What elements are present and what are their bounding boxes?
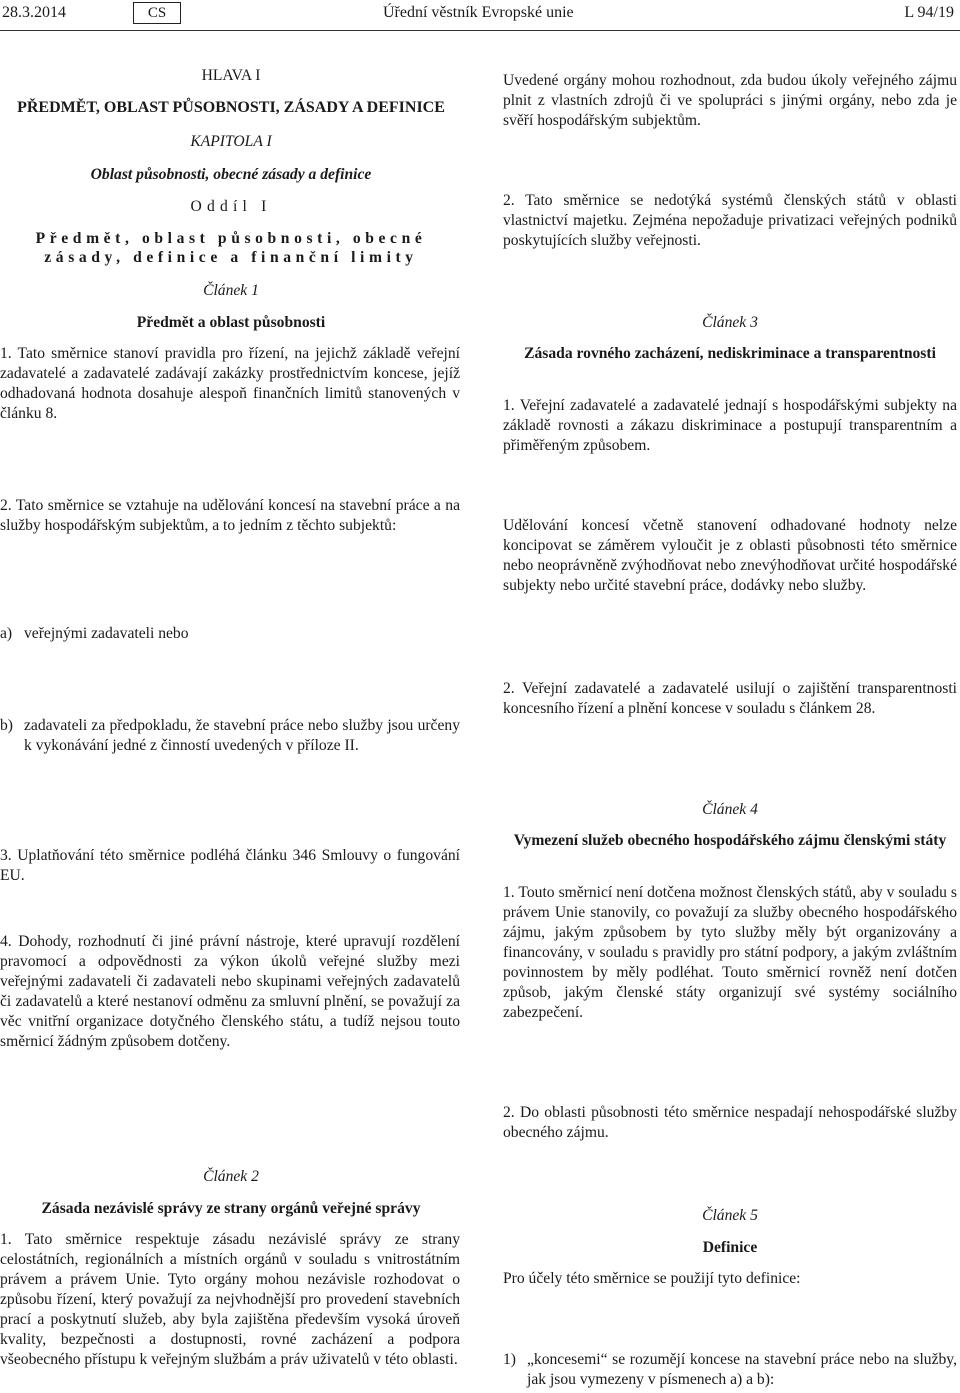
list-item-b-number: b) <box>0 717 13 734</box>
article-1-title: Předmět a oblast působnosti <box>136 314 326 331</box>
header-date: 28.3.2014 <box>2 4 66 21</box>
article-4-paragraph-2: 2. Do oblasti působnosti této směrnice nespadají nehospodářské služby obecného zájmu. <box>503 1104 957 1141</box>
article-3-title: Zásada rovného zacházení, nediskriminace a transparentnosti <box>524 345 936 362</box>
section-heading: Oddíl I <box>190 198 272 215</box>
title-subheading: PŘEDMĚT, OBLAST PŮSOBNOSTI, ZÁSADY A DEFINICE <box>17 99 445 116</box>
article-1-heading: Článek 1 <box>203 282 259 299</box>
title-heading: HLAVA I <box>201 67 261 84</box>
article-1-paragraph-3: 3. Uplatňování této směrnice podléhá článku 346 Smlouvy o fungování EU. <box>0 847 460 884</box>
article-1-paragraph-2: 2. Tato směrnice se vztahuje na udělování koncesí na stavební práce a na služby hospodářským subjektům, a to jedním z těchto subjektů: <box>0 497 460 534</box>
article-2-paragraph-2: 2. Tato směrnice se nedotýká systémů členských států v oblasti vlastnictví majetku. Zejména nepožaduje privatizaci veřejných podniků poskytujících služby veřejnosti. <box>503 192 957 249</box>
chapter-heading: KAPITOLA I <box>190 133 272 150</box>
article-3-heading: Článek 3 <box>702 314 758 331</box>
article-3-paragraph-1b: Udělování koncesí včetně stanovení odhadované hodnoty nelze koncipovat se záměrem vyloučit je z oblasti působnosti této směrnice nebo neoprávněně zvýhodňovat nebo znevýhodňovat určité hospodářské subjekty nebo určité stavební práce, dodávky nebo služby. <box>503 517 957 594</box>
page-header <box>0 4 960 26</box>
definition-item-1 <box>503 1350 957 1390</box>
list-item-b <box>0 716 460 776</box>
definition-item-1-number: 1) <box>503 1351 516 1368</box>
article-2-title: Zásada nezávislé správy ze strany orgánů veřejné správy <box>41 1200 421 1217</box>
header-rule <box>0 30 960 31</box>
list-item-a-text: veřejnými zadavateli nebo <box>24 625 189 642</box>
article-5-intro: Pro účely této směrnice se použijí tyto definice: <box>503 1270 801 1287</box>
article-2-continuation: Uvedené orgány mohou rozhodnout, zda budou úkoly veřejného zájmu plnit z vlastních zdrojů či ve spolupráci s jinými orgány, nebo zda je svěří hospodářským subjektům. <box>503 72 957 129</box>
definition-item-1-text: „koncesemi“ se rozumějí koncese na stavební práce nebo na služby, jak jsou vymezeny v písmenech a) a b): <box>527 1351 957 1388</box>
article-3-paragraph-1: 1. Veřejní zadavatelé a zadavatelé jednají s hospodářskými subjekty na základě rovnosti a zákazu diskriminace a postupují transparentním a přiměřeným způsobem. <box>503 397 957 454</box>
article-2-paragraph-1: 1. Tato směrnice respektuje zásadu nezávislé správy ze strany celostátních, regionálních a místních orgánů v souladu s vnitrostátním právem a právem Unie. Tyto orgány mohou nezávisle rozhodovat o způsobu řízení, který považují za nejvhodnější pro provedení stavebních prací a poskytnutí služeb, aby byla zajištěna především vysoká úroveň kvality, bezpečnosti a dostupnosti, rovné zacházení a podpora všeobecného přístupu k veřejným službám a práv uživatelů v této oblasti. <box>0 1231 460 1368</box>
article-4-paragraph-1: 1. Touto směrnicí není dotčena možnost členských států, aby v souladu s právem Unie stanovily, co považují za služby obecného hospodářského zájmu, jakým způsobem by tyto služby měly být organizovány a financovány, v souladu s pravidly pro státní podpory, a jakým zvláštním povinnostem by měly podléhat. Touto směrnicí rovněž není dotčen způsob, jakým členské státy organizují své systémy sociálního zabezpečení. <box>503 884 957 1021</box>
language-badge: CS <box>133 2 181 24</box>
article-3-paragraph-2: 2. Veřejní zadavatelé a zadavatelé usilují o zajištění transparentnosti koncesního řízení a plnění koncese v souladu s článkem 28. <box>503 680 957 717</box>
article-5-title: Definice <box>702 1239 758 1256</box>
list-item-a <box>0 624 460 644</box>
page-number: L 94/19 <box>904 4 954 21</box>
article-4-heading: Článek 4 <box>702 801 758 818</box>
section-title-line2: zásady, definice a finanční limity <box>44 249 418 266</box>
chapter-title: Oblast působnosti, obecné zásady a definice <box>90 166 372 183</box>
article-2-heading: Článek 2 <box>203 1168 259 1185</box>
journal-title: Úřední věstník Evropské unie <box>383 4 574 21</box>
article-1-paragraph-4: 4. Dohody, rozhodnutí či jiné právní nástroje, které upravují rozdělení pravomocí a odpovědnosti za výkon úkolů veřejné služby mezi veřejnými zadavateli či zadavateli nebo skupinami veřejných zadavatelů či zadavatelů a které nestanoví odměnu za smluvní plnění, se považují za věc vnitřní organizace dotyčného členského státu, a tudíž nejsou touto směrnicí žádným způsobem dotčeny. <box>0 933 460 1050</box>
article-5-heading: Článek 5 <box>702 1207 758 1224</box>
list-item-a-number: a) <box>0 625 13 642</box>
article-4-title: Vymezení služeb obecného hospodářského zájmu členskými státy <box>513 832 947 849</box>
article-1-paragraph-1: 1. Tato směrnice stanoví pravidla pro řízení, na jejichž základě veřejní zadavatelé a zadavatelé zadávají zakázky prostřednictvím koncese, jejíž odhadovaná hodnota dosahuje alespoň finančních limitů stanovených v článku 8. <box>0 345 460 422</box>
section-title-line1: Předmět, oblast působnosti, obecné <box>35 230 427 247</box>
list-item-b-text: zadavateli za předpokladu, že stavební práce nebo služby jsou určeny k vykonávání jedné z činností uvedených v příloze II. <box>24 717 460 754</box>
